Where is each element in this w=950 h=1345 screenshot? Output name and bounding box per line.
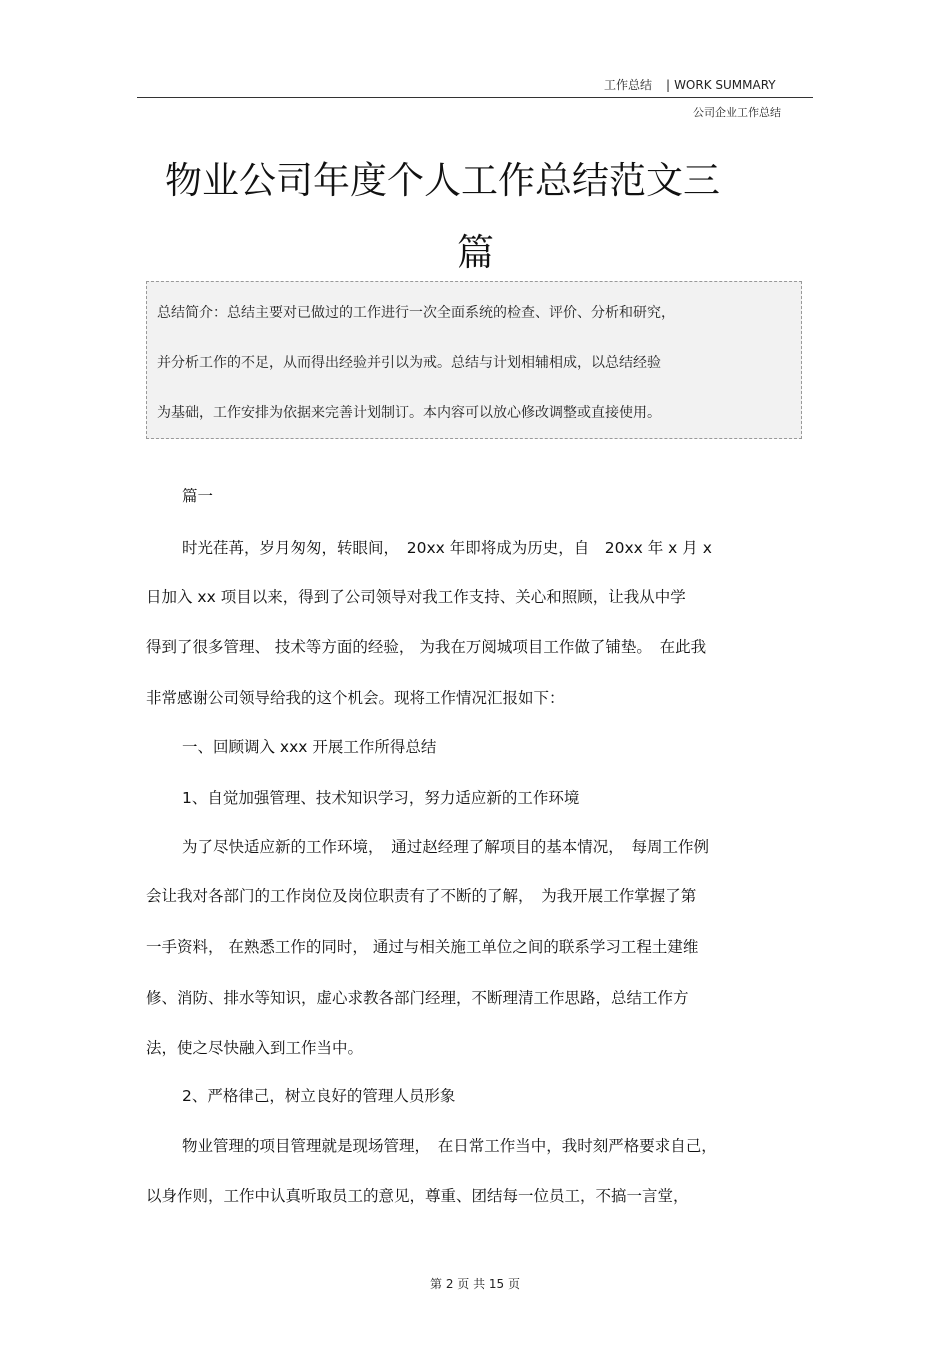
body-line: 非常感谢公司领导给我的这个机会。现将工作情况汇报如下： xyxy=(146,689,565,707)
header-sub-label: 公司企业工作总结 xyxy=(693,106,781,119)
header-left-label: 工作总结 xyxy=(604,78,653,92)
body-line: 以身作则，工作中认真听取员工的意见，尊重、团结每一位员工，不搞一言堂， xyxy=(146,1187,689,1205)
body-line: 为了尽快适应新的工作环境， 通过赵经理了解项目的基本情况， 每周工作例 xyxy=(182,838,710,856)
summary-line: 总结简介：总结主要对已做过的工作进行一次全面系统的检查、评价、分析和研究， xyxy=(157,305,675,321)
subsection-heading: 1、自觉加强管理、技术知识学习，努力适应新的工作环境 xyxy=(182,789,580,807)
body-line: 修、消防、排水等知识，虚心求教各部门经理，不断理清工作思路，总结工作方 xyxy=(146,989,689,1007)
page-number: 第 2 页 共 15 页 xyxy=(430,1277,520,1291)
document-title-line-2: 篇 xyxy=(457,231,494,274)
section-heading: 篇一 xyxy=(182,487,214,505)
summary-line: 并分析工作的不足，从而得出经验并引以为戒。总结与计划相辅相成，以总结经验 xyxy=(157,355,661,371)
body-line: 会让我对各部门的工作岗位及岗位职责有了不断的了解， 为我开展工作掌握了第 xyxy=(146,887,697,905)
body-line: 法，使之尽快融入到工作当中。 xyxy=(146,1039,364,1057)
summary-line: 为基础，工作安排为依据来完善计划制订。本内容可以放心修改调整或直接使用。 xyxy=(157,405,661,421)
body-line: 时光荏苒，岁月匆匆，转眼间， 20xx 年即将成为历史，自 20xx 年 x 月 x xyxy=(182,539,712,557)
body-line: 一手资料， 在熟悉工作的同时， 通过与相关施工单位之间的联系学习工程土建维 xyxy=(146,938,699,956)
subsection-heading: 2、严格律己，树立良好的管理人员形象 xyxy=(182,1087,456,1105)
subsection-heading: 一、回顾调入 xxx 开展工作所得总结 xyxy=(182,738,437,756)
header-label-row xyxy=(604,76,776,93)
document-title-line-1: 物业公司年度个人工作总结范文三 xyxy=(165,159,720,202)
header-divider xyxy=(137,97,813,98)
body-line: 得到了很多管理、 技术等方面的经验， 为我在万阅城项目工作做了铺垫。 在此我 xyxy=(146,638,707,656)
body-line: 物业管理的项目管理就是现场管理， 在日常工作当中，我时刻严格要求自己， xyxy=(182,1137,717,1155)
body-line: 日加入 xx 项目以来，得到了公司领导对我工作支持、关心和照顾，让我从中学 xyxy=(146,588,686,606)
summary-box xyxy=(146,281,802,439)
header-right-label: WORK SUMMARY xyxy=(674,78,776,92)
header-separator: | xyxy=(666,78,671,92)
